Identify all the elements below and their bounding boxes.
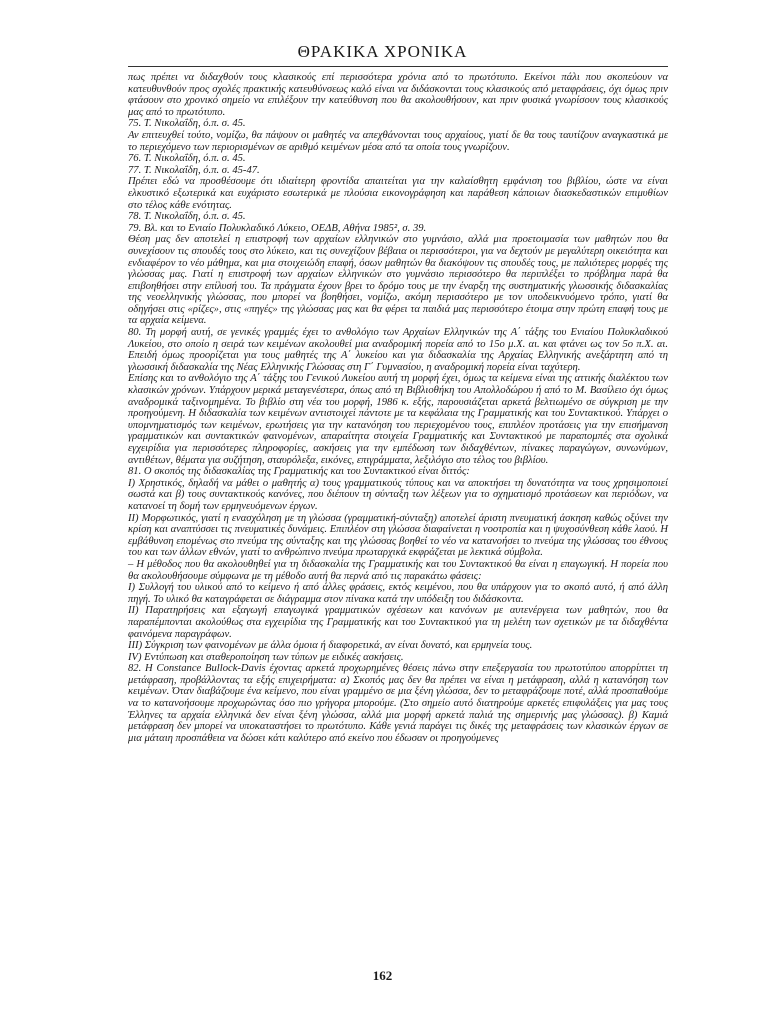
paragraph: 77. Τ. Νικολαΐδη, ό.π. σ. 45-47. [128,164,260,176]
paragraph: 79. Βλ. και το Ενιαίο Πολυκλαδικό Λύκειο, ΟΕΔΒ, Αθήνα 1985², σ. 39. [128,222,427,234]
running-header: ΘΡΑΚΙΚΑ ΧΡΟΝΙΚΑ [297,42,468,61]
paragraph: 78. Τ. Νικολαΐδη, ό.π. σ. 45. [128,211,246,223]
paragraph: IV) Εντύπωση και σταθεροποίηση των τύπων με ειδικές ασκήσεις. [128,651,404,663]
paragraph: Ι) Συλλογή του υλικού από το κείμενο ή από άλλες φράσεις, εκτός κειμένου, που θα υπάρχουν για το σκοπό αυτό, ή από άλλη πηγή. Το υλικό θα καταγράφεται σε διάγραμμα στον πίνακα κατά την υπόδειξη του διδάσκοντα. [128,582,668,605]
paragraph: Ι) Χρηστικός, δηλαδή να μάθει ο μαθητής α) τους γραμματικούς τύπους και να αποκτήσει τη δυνατότητα να τους χρησιμοποιεί σωστά και β) τους συντακτικούς κανόνες, που διέπουν τη σύνταξη των λέξεων για το σχηματισμό προτάσεων και περιόδων, να κατανοεί τη δομή των ερμηνευόμενων έργων. [128,477,668,512]
paragraph: 76. Τ. Νικολαΐδη, ό.π. σ. 45. [128,153,246,165]
paragraph: Επίσης και το ανθολόγιο της Α΄ τάξης του Γενικού Λυκείου αυτή τη μορφή έχει, όμως τα κείμενα είναι της αττικής διαλέκτου των κλασικών χρόνων. Υπάρχουν μερικά μεταγενέστερα, όπως από τη Βιβλιοθήκη του Απολλοδώρου ή από το Μ. Βασίλειο όχι όμως αναδρομικά ταξινομημένα. Το βιβλίο στη νέα του μορφή, 1986 κ. εξής, παρουσιάζεται αρκετά βελτιωμένο σε σύγκριση με την προηγούμενη. Η διδασκαλία των κειμένων αντιστοιχεί πάντοτε με τα κεφάλαια της Γραμματικής και του Συντακτικού. Υπάρχει ο υπομνηματισμός των κειμένων, ερωτήσεις για την κατανόηση του περιεχομένου τους, επιπλέον προτάσεις για την επισήμανση γραμματικών και συντακτικών φαινομένων, απαραίτητα στοιχεία Γραμματικής και Συντακτικού με παραπομπές στα σχολικά εγχειρίδια για περισσότερες πληροφορίες, ασκήσεις για την εμπέδωση των διδαχθέντων, πίνακες παραγώγων, συνωνύμων, αντιθέτων, θέματα για συζήτηση, σταυρόλεξα, εικόνες, επιγράμματα, λεξιλόγιο στο τέλος του βιβλίου. [128,373,668,466]
paragraph: – Η μέθοδος που θα ακολουθηθεί για τη διδασκαλία της Γραμματικής και του Συντακτικού θα είναι η επαγωγική. Η πορεία που θα ακολουθήσουμε σύμφωνα με τη μέθοδο αυτή θα περνά από τις παρακάτω φάσεις: [128,558,668,582]
paragraph: 80. Τη μορφή αυτή, σε γενικές γραμμές έχει το ανθολόγιο των Αρχαίων Ελληνικών της Α΄ τάξης του Ενιαίου Πολυκλαδικού Λυκείου, στο οποίο η σειρά των κειμένων ακολουθεί μια αναδρομική πορεία από το 15ο μ.Χ. αι. και φτάνει ως τον 5ο π.Χ. αι. Επειδή όμως προορίζεται για τους μαθητές της Α΄ λυκείου και για διδασκαλία της Αρχαίας Ελληνικής ανεξάρτητη από τη γλωσσική διδασκαλία της Νέας Ελληνικής Γλώσσας στη Γ΄ Γυμνασίου, η αναδρομική πορεία είναι ταχύτερη. [128,327,668,373]
paragraph: 82. Η Constance Bullock-Davis έχοντας αρκετά προχωρημένες θέσεις πάνω στην επεξεργασία του πρωτοτύπου απορρίπτει τη μετάφραση, προβάλλοντας τα εξής επιχειρήματα: α) Σκοπός μας δεν θα πρέπει να είναι η μετάφραση, αλλά η κατανόηση των κειμένων. Όταν διαβάζουμε ένα κείμενο, που είναι γραμμένο σε μια ξένη γλώσσα, δεν το μεταφράζουμε ποτέ, αλλά προσπαθούμε να το κατανοήσουμε προχωρώντας όσο πιο γρήγορα μπορούμε. (Στο σημείο αυτό διατηρούμε αρκετές επιφυλάξεις για μας τους Έλληνες τα αρχαία ελληνικά δεν είναι ξένη γλώσσα, αλλά μια μορφή αρκετά παλιά της σημερινής μας γλώσσας). β) Καμιά μετάφραση δεν μπορεί να υποκαταστήσει το πρωτότυπο. Κάθε γενιά παράγει τις δικές της μεταφράσεις των κλασικών έργων σε μια μάταιη προσπάθεια να δώσει κάτι καλύτερο από εκείνο που έδωσαν οι προηγούμενες [128,663,668,744]
paragraph: Πρέπει εδώ να προσθέσουμε ότι ιδιαίτερη φροντίδα απαιτείται για την καλαίσθητη εμφάνιση του βιβλίου, ώστε να είναι ελκυστικό εξωτερικά και ευχάριστο εσωτερικά με πλούσια εικονογράφηση και παράθεση κάποιων διασκεδαστικών επιμυθίων στο τέλος κάθε ενότητας. [128,176,668,211]
paragraph: ΙΙ) Παρατηρήσεις και εξαγωγή επαγωγικά γραμματικών σχέσεων και κανόνων με αυτενέργεια των μαθητών, που θα παραπέμπονται ακολούθως στα εγχειρίδια της Γραμματικής και του Συντακτικού για τη μελέτη των σχετικών με τα διδαχθέντα φαινόμενα παραγράφων. [128,605,668,640]
paragraph: ΙΙΙ) Σύγκριση των φαινομένων με άλλα όμοια ή διαφορετικά, αν είναι δυνατό, και ερμηνεία τους. [128,640,533,652]
header-rule [128,66,668,67]
paragraph: ΙΙ) Μορφωτικός, γιατί η ενασχόληση με τη γλώσσα (γραμματική-σύνταξη) αποτελεί άριστη πνευματική άσκηση καθώς οξύνει την κρίση και αναπτύσσει τις πνευματικές δυνάμεις. Επιπλέον στη γλώσσα διαφαίνεται η νοοτροπία και η ψυχοσύνθεση κάθε λαού. Η εμβάθυνση επομένως στο πνεύμα της σύνταξης και της γλώσσας βοηθεί το νέο να κατανοήσει το πνεύμα της γλώσσας του έθνους του και των άλλων εθνών, γιατί το ανθρώπινο πνεύμα πρωταρχικά εκφράζεται με λεκτικά σύμβολα. [128,512,668,559]
paragraph: πως πρέπει να διδαχθούν τους κλασικούς επί περισσότερα χρόνια από το πρωτότυπο. Εκείνοι πάλι που σκοπεύουν να κατευθυνθούν προς σχολές πρακτικής κατευθύνσεως καλό είναι να διδάσκονται τους κλασικούς από μεταφράσεις, όχι όμως πριν φτάσουν στο χρονικό σημείο να επιλέξουν την κατεύθυνση που θα ακολουθήσουν, και πριν φυσικά γνωρίσουν τους κλασικούς μας από το πρωτότυπο. [128,72,668,118]
paragraph: 75. Τ. Νικολαΐδη, ό.π. σ. 45. [128,118,246,130]
paragraph: Θέση μας δεν αποτελεί η επιστροφή των αρχαίων ελληνικών στο γυμνάσιο, αλλά μια προετοιμασία των μαθητών που θα συνεχίσουν τις σπουδές τους στο λύκειο, και τις συνεχίζουν βέβαια οι περισσότεροι, για να δεχτούν με μεγαλύτερη οικειότητα και ενδιαφέρον το νέο μάθημα, και μια στοιχειώδη επαφή, όσων μαθητών θα διακόψουν τις σπουδές τους, με παλιότερες μορφές της γλώσσας μας. Γιατί η επιστροφή των αρχαίων ελληνικών στο γυμνάσιο περισσότερο θα περιπλέξει το πρόβλημα παρά θα επιβοηθήσει στην επίλυσή του. Τα πράγματα έχουν βρει το δρόμο τους με την έναρξη της συστηματικής γλωσσικής διδασκαλίας της νεοελληνικής γλώσσας, που μπορεί να βοηθήσει, νομίζω, ακόμη περισσότερο με τον υποδεικνυόμενο τρόπο, γιατί θα οδηγήσει στις «ρίζες», στις «πηγές» της γλώσσας μας και θα φέρει τα παιδιά μας περισσότερο έτοιμα στην πρώτη επαφή τους με τα αρχαία κείμενα. [128,234,668,327]
footnotes-body [128,72,668,744]
page-number: 162 [372,968,393,983]
paragraph: Αν επιτευχθεί τούτο, νομίζω, θα πάψουν οι μαθητές να απεχθάνονται τους αρχαίους, γιατί δε θα τους ταυτίζουν αναγκαστικά με το περιεχόμενο των περιορισμένων σε αριθμό κειμένων μέσα από τα οποία τους γνωρίζουν. [128,129,668,153]
paragraph: 81. Ο σκοπός της διδασκαλίας της Γραμματικής και του Συντακτικού είναι διττός: [128,466,470,478]
